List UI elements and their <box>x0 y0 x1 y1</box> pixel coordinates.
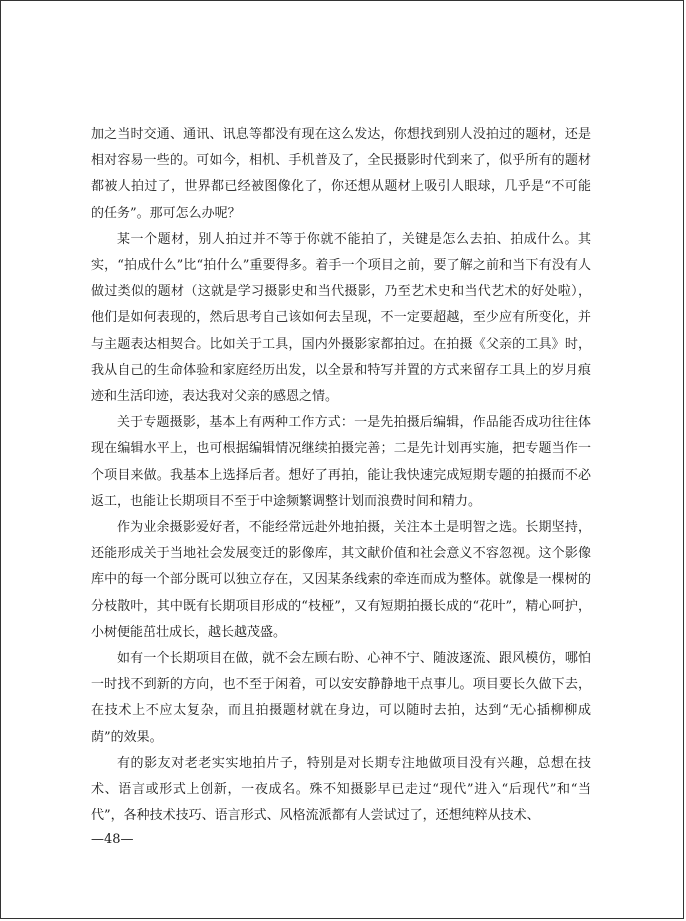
paragraph-1: 加之当时交通、通讯、讯息等都没有现在这么发达，你想找到别人没拍过的题材，还是相对容易一些的。可如今，相机、手机普及了，全民摄影时代到来了，似乎所有的题材都被人拍过了，世界都已经被图像化了，你还想从题材上吸引人眼球，几乎是“不可能的任务”。那可怎么办呢？ <box>91 127 591 221</box>
paragraph-2: 某一个题材，别人拍过并不等于你就不能拍了，关键是怎么去拍、拍成什么。其实，“拍成什么”比“拍什么”重要得多。着手一个项目之前，要了解之前和当下有没有人做过类似的题材（这就是学习摄影史和当代摄影，乃至艺术史和当代艺术的好处啦），他们是如何表现的，然后思考自己该如何去呈现，不一定要超越，至少应有所变化，并与主题表达相契合。比如关于工具，国内外摄影家都拍过。在拍摄《父亲的工具》时，我从自己的生命体验和家庭经历出发，以全景和特写并置的方式来留存工具上的岁月痕迹和生活印迹，表达我对父亲的感恩之情。 <box>91 231 591 405</box>
page-number: —48— <box>91 832 134 847</box>
paragraph-5: 如有一个长期项目在做，就不会左顾右盼、心神不宁、随波逐流、跟风模仿，哪怕一时找不到新的方向，也不至于闲着，可以安安静静地干点事儿。项目要长久做下去，在技术上不应太复杂，而且拍摄题材就在身边，可以随时去拍，达到“无心插柳柳成荫”的效果。 <box>91 651 591 745</box>
paragraph-4: 作为业余摄影爱好者，不能经常远赴外地拍摄，关注本土是明智之选。长期坚持，还能形成关于当地社会发展变迁的影像库，其文献价值和社会意义不容忽视。这个影像库中的每一个部分既可以独立存在，又因某条线索的牵连而成为整体。就像是一棵树的分枝散叶，其中既有长期项目形成的“枝桠”，又有短期拍摄长成的“花叶”，精心呵护，小树便能茁壮成长，越长越茂盛。 <box>91 520 591 640</box>
paragraph-3: 关于专题摄影，基本上有两种工作方式：一是先拍摄后编辑，作品能否成功往往体现在编辑水平上，也可根据编辑情况继续拍摄完善；二是先计划再实施，把专题当作一个项目来做。我基本上选择后者。想好了再拍，能让我快速完成短期专题的拍摄而不必返工，也能让长期项目不至于中途频繁调整计划而浪费时间和精力。 <box>91 415 591 509</box>
paragraph-6: 有的影友对老老实实地拍片子，特别是对长期专注地做项目没有兴趣，总想在技术、语言或形式上创新，一夜成名。殊不知摄影早已走过“现代”进入“后现代”和“当代”，各种技术技巧、语言形式、风格流派都有人尝试过了，还想纯粹从技术、 <box>91 755 591 824</box>
body-text <box>91 122 591 829</box>
